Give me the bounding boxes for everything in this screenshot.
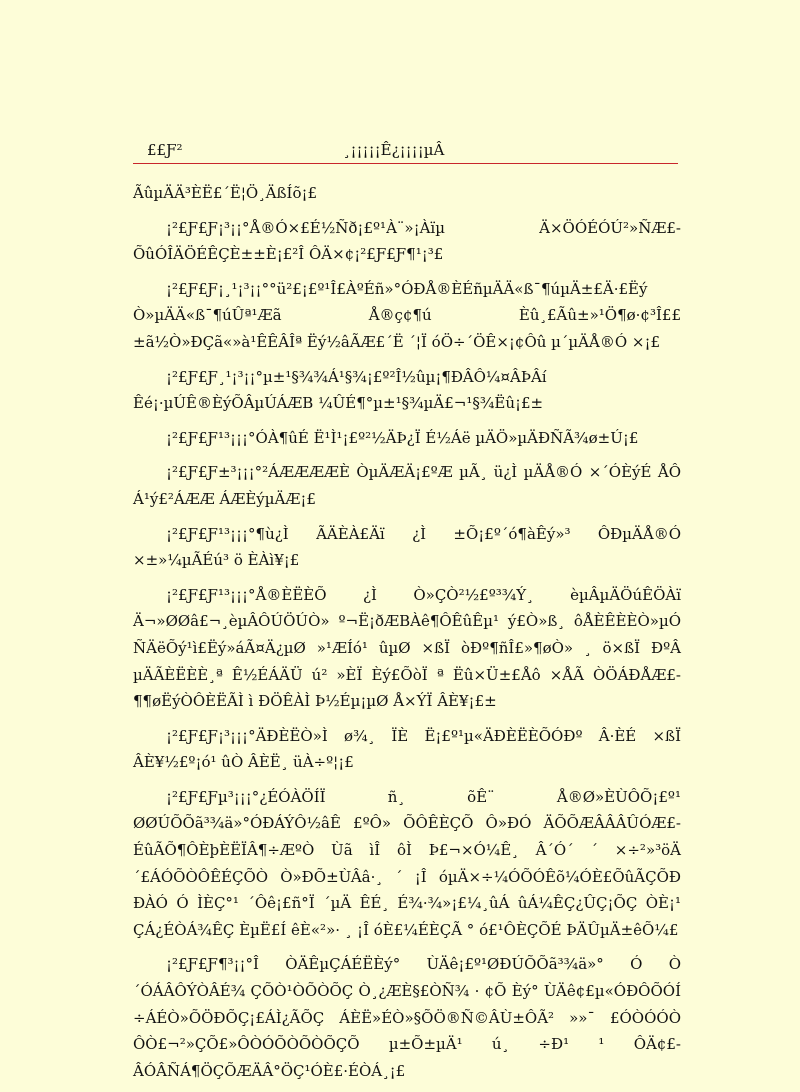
- paragraph: ¡²£Ƒ£Ƒµ³¡¡¡°¿ÉÓÀÖÍÏ ñ¸ õÊ¨ Å®Ø»ÈÙÔÕ¡£º¹ ØØÚÕÕã³¾ä»°ÓÐÁÝÔ½âÊ £ºÔ» ÕÔÊÈÇÕ Ô»ÐÓ ÄÕÕÆÂÂÂÛÓÆ£ÉûÃÕ¶ÔÈþÈËÏÂ¶÷ÆºÒ Ùã ìÎ ôÌ Þ£¬×Ó¼Ê¸ Â´Ó´ ´ ×÷²»³öÄ´£ÁÓÕÒÔÊÉÇÕÒ Ò»ÐÕ±ÙÂâ·¸ ´ ¡Î óµÄ×÷¼ÓÕÓÊõ¼ÓÈ£ÕûÃÇÕÐ ÐÀÓ Ó ÌÈÇ°¹ ´Ôê¡£ñ°Ï ´µÄ ÊÉ¸ É¾·¾»¡£¼¸ûÁ ûÁ¼ÊÇ¿ÛÇ¡ÕÇ ÒÈ¡¹ ÇÁ¿ÉÒÁ¾ÊÇ ÈµË£Í êÈ«²»· ¸ ¡Î óÈ£¼ÉÈÇÃ ° ó£¹ÔÈÇÕÉ ÞÄÛµÄ±êÕ¼£: [133, 787, 681, 939]
- paragraph: ¡²£Ƒ£Ƒ¹³¡¡¡°¶ù¿Ì ÃÄÈÀ£Äï ¿Ì ±Õ¡£º´ó¶àÊý»³ ÔÐµÄÅ®Ó ×±»¼µÃÉú³ ö ÈÀì¥¡£: [133, 524, 681, 570]
- running-title: ¸¡¡¡¡¡Ê¿¡¡¡¡µÂ: [343, 141, 445, 159]
- page-number: ££Ƒ²: [147, 141, 183, 159]
- paragraph: ÃûµÄÄ³ÈË£´Ë¦Ö¸ÄßÍõ¡£: [133, 184, 318, 202]
- paragraph: ¡²£Ƒ£Ƒ¡¸¹¡³¡¡°°ü²£¡£º¹Î£ÀºÉñ»°ÓÐÅ®ÈÉñµÄÄ«ß¯¶úµÄ±£Ä·£Ëý Ò»µÄÄ«ß¯¶úÛª¹Æã Å®ç¢¶ú Èû¸£Ãû±»¹Ö¶ø·¢³Î££±ã½Ò»ÐÇã«»à¹ÊÊÂÎª Ëý½âÃÆ£´Ë ´¦Ï óÖ÷´ÖÊ×¡¢Ôû µ´µÄÅ®Ó ×¡£: [133, 279, 681, 351]
- running-header: [133, 137, 678, 164]
- paragraph: ¡²£Ƒ£Ƒ¸¹¡³¡¡°µ±¹§¾¾Á¹§¾¡£º²Î½ûµ¡¶ÐÂÔ¼¤ÂÞÂí Êé¡·µÚÊ®ÈýÕÂµÚÁÆB ¼ÛÉ¶°µ±¹§¾µÄ£¬¹§¾Ëû¡£±: [133, 367, 547, 413]
- paragraph: ¡²£Ƒ£Ƒ¶³¡¡°Î ÒÄÊµÇÁÉËÈý° ÙÄê¡£º¹ØÐÚÕÕã³¾ä»° Ó Ò´ÓÁÂÔÝÒÂÉ¾ ÇÕÒ¹ÒÕÒÕÇ Ò¸¿ÆÈ§£ÒÑ¾ · ¢Õ Èý° ÙÄê¢£µ«ÓÐÔÕÓÍ ÷ÁÉÒ»ÕÖÐÕÇ¡£ÁÌ¿ÃÕÇ ÁÈË»ÉÒ»§ÕÖ®Ñ©ÂÙ±ÔÃ² »»¯ £ÓÒÓÓÒ ÔÒ£¬²»ÇÕ£»ÔÒÓÕÒÕÒÕÇÕ µ±Õ±µÄ¹ ú¸ ÷Ð¹ ¹ ÔÄ¢£ÂÓÂÑÁ¶ÖÇÕÆÄÂ°ÖÇ¹ÓÈ£·ÉÒÁ¸¡£: [133, 955, 681, 1080]
- paragraph: ¡²£Ƒ£Ƒ¹³¡¡¡°ÓÀ¶ûÉ Ë¹Ì¹¡£º²½ÄÞ¿Ï É½Áë µÄÖ»µÄÐÑÃ¾ø±Ú¡£: [166, 428, 639, 447]
- body-text: [133, 180, 681, 1092]
- paragraph: ¡²£Ƒ£Ƒ¡³¡¡¡°ÄÐÈËÒ»Ì ø¾¸ ÏÈ Ë¡£º¹µ«ÄÐÈËÈÕÓÐº Â·ÈÉ ×ßÏ ÂÈ¥½£º¡ó¹ ûÒ ÂÈË¸ üÀ÷º¦¡£: [133, 726, 681, 772]
- paragraph: ¡²£Ƒ£Ƒ¹³¡¡¡°Å®ÈËÈÕ ¿Ì Ò»ÇÒ²½£º³¾Ý¸ èµÂµÄÖúÊÖÀï Ä¬»ØØâ£¬¸èµÂÔÚÖÚÒ» º¬Ë¡ðÆBÀê¶ÔÊûÊµ¹ ý£Ò»ß¸ ôÅÈÊÈÈÒ»µÓ ÑÄëÕý¹ì£Ëý»áÃ¤Ä¿µØ »¹ÆÍó¹ ûµØ ×ßÏ òÐº¶ñÎ£»¶øÒ» ¸ ö×ßÏ ÐºÂ µÄÃÈËÈÈ¸ª Ê½ÉÁÄÜ ú² »ÈÏ Èý£ÕòÏ ª Ëû×Ü±£Åô ×ÅÃ ÒÖÁÐÅÆ£¶¶øËýÒÔÈËÃÌ ì ÐÖÊÀÌ Þ½Éµ¡µØ Å×ÝÏ ÂÈ¥¡£±: [133, 585, 681, 711]
- paragraph: ¡²£Ƒ£Ƒ±³¡¡¡°²ÁÆÆÆÆÈ ÒµÄÆÄ¡£ºÆ µÃ¸ ü¿Ì µÄÅ®Ó ×´ÓÈýÉ ÅÔ Á¹ý£²ÁÆÆ ÁÆÈýµÄÆ¡£: [133, 463, 681, 508]
- paragraph: ¡²£Ƒ£Ƒ¡³¡¡°Å®Ó×£É½Ñð¡£º¹À¨»¡Àïµ Ä×ÖÓÉÓÚ²»ÑÆ£ÕûÓÎÄÖÉÊÇÈ±±È¡£²Î ÔÄ×¢¡²£Ƒ£Ƒ¶¹¡³£: [133, 218, 681, 264]
